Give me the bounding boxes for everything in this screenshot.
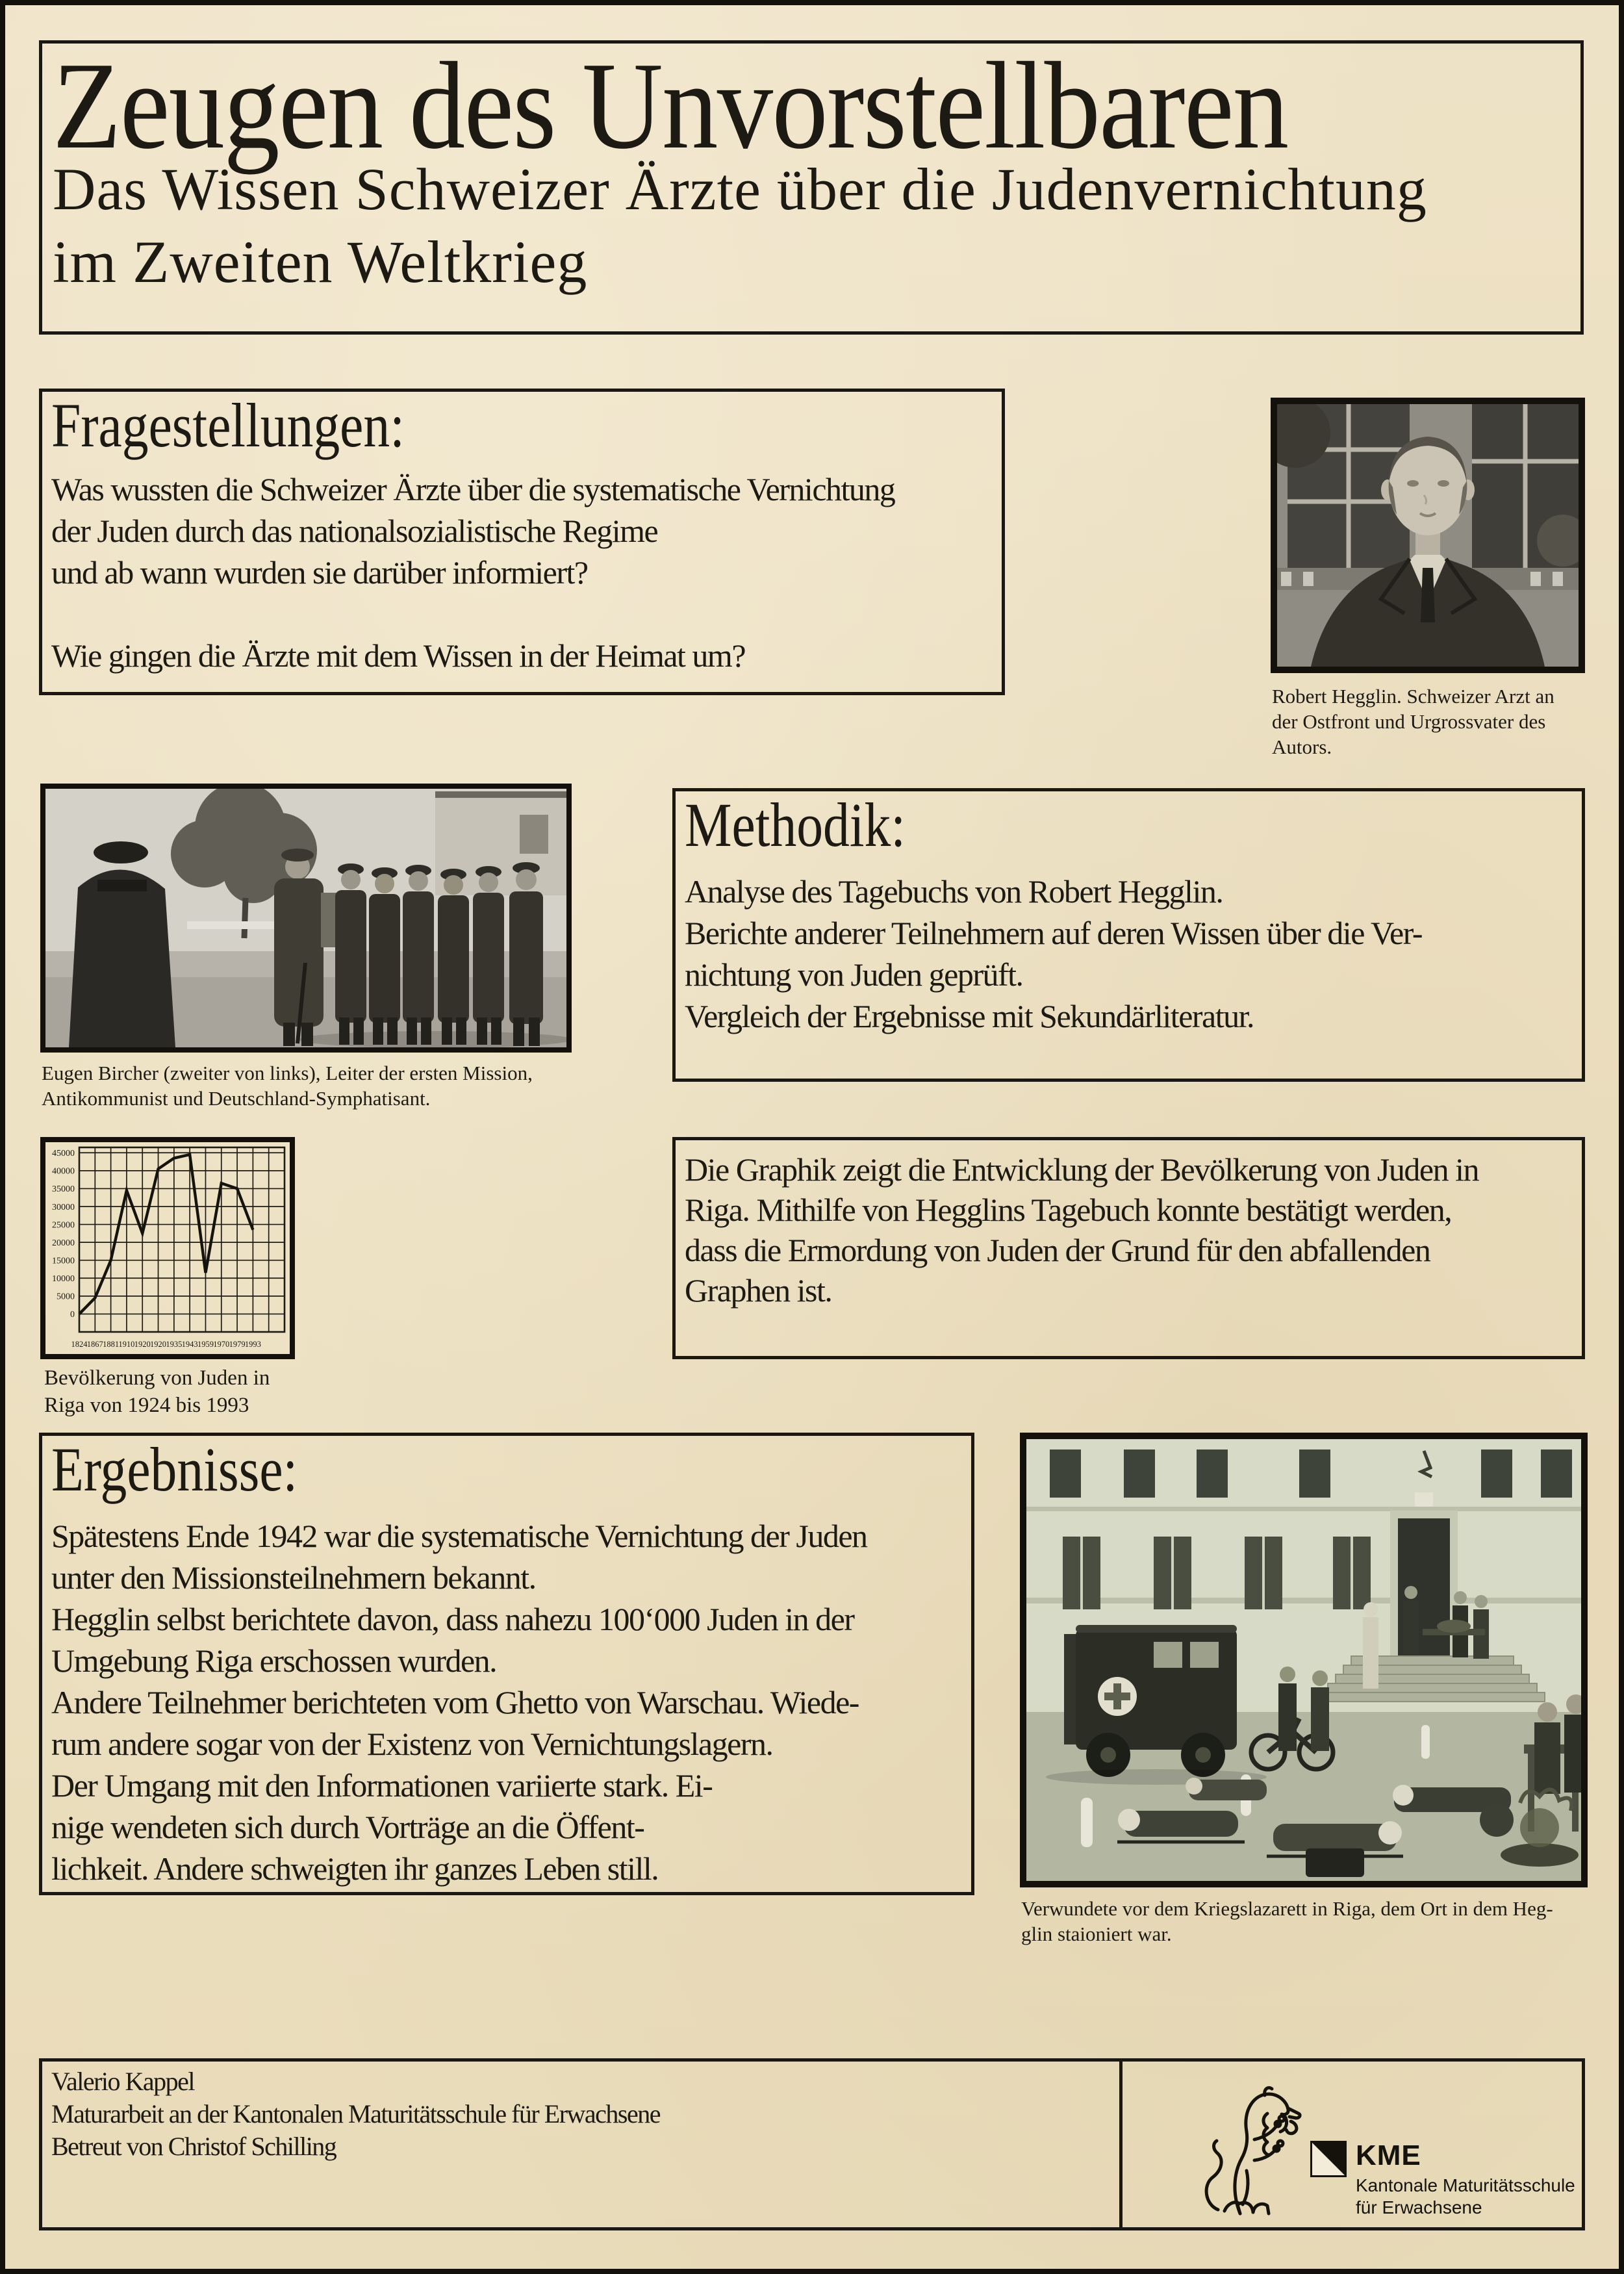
text-line: Robert Hegglin. Schweizer Arzt an	[1272, 685, 1554, 708]
svg-text:1881: 1881	[103, 1340, 120, 1349]
bircher-caption	[42, 1060, 652, 1111]
svg-text:1867: 1867	[86, 1340, 103, 1349]
hegglin-photo-illustration	[1277, 404, 1579, 667]
text-line: Autors.	[1272, 735, 1332, 758]
text-line: und ab wann wurden sie darüber informiert?	[51, 554, 588, 591]
text-line: Bevölkerung von Juden in	[44, 1366, 270, 1390]
text-line: Graphen ist.	[685, 1272, 832, 1309]
svg-text:15000: 15000	[52, 1256, 75, 1266]
population-chart	[40, 1137, 295, 1359]
text-line: im Zweiten Weltkrieg	[53, 229, 588, 295]
kme-abbr: KME	[1356, 2140, 1421, 2171]
text-line: der Ostfront und Urgrossvater des	[1272, 710, 1546, 733]
text-line: Hegglin selbst berichtete davon, dass nahezu 100‘000 Juden in der	[51, 1601, 854, 1637]
fragestellungen-heading: Fragestellungen:	[51, 390, 405, 460]
text-line: Analyse des Tagebuchs von Robert Hegglin.	[685, 873, 1223, 910]
footer-divider	[1119, 2062, 1123, 2227]
text-line	[51, 593, 894, 635]
lazarett-photo	[1020, 1433, 1588, 1887]
hegglin-caption	[1272, 683, 1586, 760]
poster-subtitle	[53, 153, 1427, 298]
text-line: Riga. Mithilfe von Hegglins Tagebuch konnte bestätigt werden,	[685, 1192, 1452, 1228]
text-line: Verwundete vor dem Kriegslazarett in Riga, dem Ort in dem Heg-	[1021, 1897, 1553, 1920]
methodik-text	[685, 871, 1422, 1037]
text-line: unter den Missionsteilnehmern bekannt.	[51, 1559, 536, 1596]
svg-text:35000: 35000	[52, 1184, 75, 1195]
kme-name-line2: für Erwachsene	[1356, 2197, 1482, 2217]
svg-text:1910: 1910	[118, 1340, 135, 1349]
svg-text:1993: 1993	[244, 1340, 261, 1349]
section-ergebnisse	[39, 1433, 974, 1895]
text-line: Eugen Bircher (zweiter von links), Leiter der ersten Mission,	[42, 1062, 533, 1084]
fragestellungen-text	[51, 468, 894, 676]
text-line: Antikommunist und Deutschland-Symphatisant.	[42, 1087, 431, 1110]
kme-name-line1: Kantonale Maturitätsschule	[1356, 2175, 1575, 2195]
text-line: Was wussten die Schweizer Ärzte über die systematische Vernichtung	[51, 471, 895, 507]
text-line: Vergleich der Ergebnisse mit Sekundärliteratur.	[685, 998, 1254, 1034]
population-line-chart	[45, 1142, 290, 1354]
bircher-photo-illustration	[45, 789, 566, 1047]
text-line: Betreut von Christof Schilling	[51, 2132, 336, 2161]
svg-text:45000: 45000	[52, 1149, 75, 1159]
text-line: Wie gingen die Ärzte mit dem Wissen in der Heimat um?	[51, 637, 746, 674]
bircher-photo	[40, 784, 572, 1053]
title-box	[39, 36, 1584, 335]
text-line: Die Graphik zeigt die Entwicklung der Bevölkerung von Juden in	[685, 1151, 1478, 1188]
zurich-canton-flag-icon	[1310, 2141, 1347, 2177]
text-line: Das Wissen Schweizer Ärzte über die Judenvernichtung	[53, 156, 1427, 222]
svg-text:1943: 1943	[181, 1340, 198, 1349]
section-fragestellungen	[39, 389, 1005, 695]
svg-text:1824: 1824	[71, 1340, 88, 1349]
lazarett-caption	[1021, 1896, 1606, 1947]
svg-text:1979: 1979	[229, 1340, 246, 1349]
svg-text:10000: 10000	[52, 1274, 75, 1284]
text-line: Umgebung Riga erschossen wurden.	[51, 1642, 497, 1679]
text-line: Maturarbeit an der Kantonalen Maturitätsschule für Erwachsene	[51, 2099, 660, 2128]
svg-text:40000: 40000	[52, 1166, 75, 1177]
text-line: glin staioniert war.	[1021, 1923, 1172, 1945]
svg-text:25000: 25000	[52, 1220, 75, 1231]
text-line: Berichte anderer Teilnehmern auf deren Wissen über die Ver-	[685, 915, 1423, 951]
text-line: nige wendeten sich durch Vorträge an die Öffent-	[51, 1809, 644, 1845]
zurich-lion-icon	[1199, 2076, 1304, 2217]
svg-text:30000: 30000	[52, 1202, 75, 1212]
methodik-heading: Methodik:	[685, 790, 906, 860]
text-line: Andere Teilnehmer berichteten vom Ghetto von Warschau. Wiede-	[51, 1684, 859, 1720]
lazarett-photo-illustration	[1026, 1439, 1581, 1881]
text-line: Riga von 1924 bis 1993	[44, 1394, 249, 1417]
svg-text:1959: 1959	[197, 1340, 214, 1349]
svg-text:1970: 1970	[213, 1340, 230, 1349]
text-line: rum andere sogar von der Existenz von Vernichtungslagern.	[51, 1726, 773, 1762]
hegglin-photo	[1271, 398, 1585, 673]
svg-text:1920: 1920	[150, 1340, 167, 1349]
text-line: der Juden durch das nationalsozialistische Regime	[51, 513, 658, 549]
kme-logo-text	[1356, 2141, 1575, 2219]
ergebnisse-heading: Ergebnisse:	[51, 1435, 298, 1504]
svg-text:0: 0	[70, 1310, 75, 1320]
ergebnisse-text	[51, 1515, 867, 1889]
svg-text:1920: 1920	[134, 1340, 151, 1349]
chart-caption	[44, 1364, 270, 1419]
svg-text:5000: 5000	[57, 1292, 75, 1302]
text-line: Der Umgang mit den Informationen variierte stark. Ei-	[51, 1767, 713, 1804]
footer-box	[39, 2058, 1585, 2230]
graphik-note-text	[685, 1149, 1478, 1310]
text-line: lichkeit. Andere schweigten ihr ganzes Leben still.	[51, 1850, 659, 1887]
text-line: nichtung von Juden geprüft.	[685, 956, 1023, 993]
poster-title: Zeugen des Unvorstellbaren	[53, 36, 1288, 175]
text-line: Valerio Kappel	[51, 2067, 195, 2096]
svg-text:20000: 20000	[52, 1238, 75, 1248]
svg-text:1935: 1935	[166, 1340, 183, 1349]
text-line: Spätestens Ende 1942 war die systematische Vernichtung der Juden	[51, 1518, 867, 1554]
section-graphik-note	[672, 1137, 1585, 1359]
section-methodik	[672, 788, 1585, 1082]
footer-author-info	[51, 2065, 660, 2163]
text-line: dass die Ermordung von Juden der Grund für den abfallenden	[685, 1232, 1430, 1268]
